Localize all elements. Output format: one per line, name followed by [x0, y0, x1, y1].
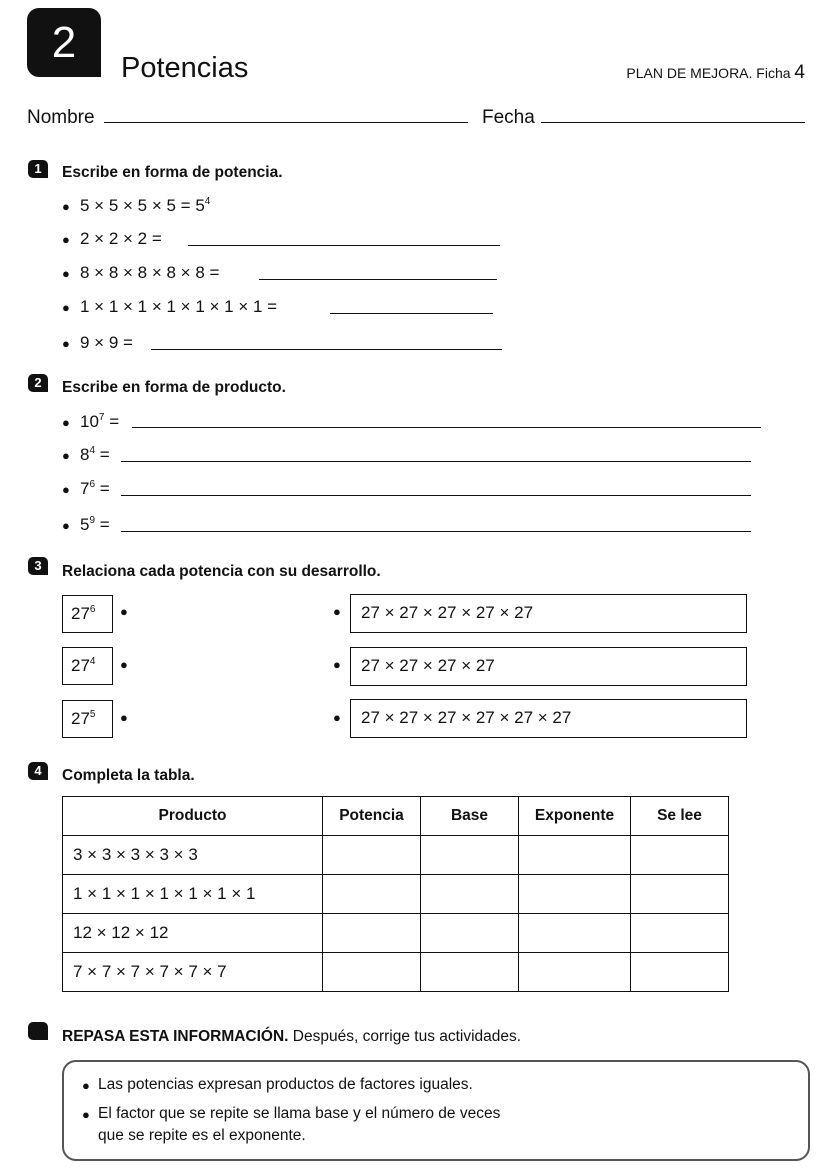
- ex1-answer-4[interactable]: [330, 313, 493, 314]
- match-dot[interactable]: ●: [120, 657, 128, 672]
- date-label: Fecha: [482, 107, 535, 128]
- answer-cell[interactable]: [323, 914, 421, 953]
- ex2-item-4: $5^9$ =: [80, 515, 110, 534]
- bullet-icon: ●: [62, 232, 70, 247]
- ex2-answer-1[interactable]: [132, 427, 761, 428]
- answer-cell[interactable]: [519, 875, 631, 914]
- answer-cell[interactable]: [519, 953, 631, 992]
- answer-cell[interactable]: [631, 836, 729, 875]
- bullet-icon: ●: [62, 266, 70, 281]
- answer-cell[interactable]: [421, 914, 519, 953]
- ex2-answer-2[interactable]: [121, 461, 751, 462]
- column-header: Exponente: [519, 797, 631, 836]
- match-dot[interactable]: ●: [120, 710, 128, 725]
- ex2-item-2: $8^4$ =: [80, 445, 110, 464]
- table-row: [63, 914, 729, 953]
- exercise-2-number: 2: [28, 374, 48, 392]
- table-header-row: [63, 797, 729, 836]
- ex1-item-1: $5 \times 5 \times 5 \times 5 = 5^4$: [80, 196, 211, 215]
- ex1-answer-5[interactable]: [151, 349, 502, 350]
- ex1-item-5: 9 × 9 =: [80, 333, 133, 352]
- answer-cell[interactable]: [519, 914, 631, 953]
- unit-number-badge: 2: [27, 8, 101, 77]
- column-header: Potencia: [323, 797, 421, 836]
- plan-number: 4: [794, 62, 805, 83]
- product-box: 27 × 27 × 27 × 27 × 27 × 27: [350, 699, 747, 738]
- answer-cell[interactable]: [323, 875, 421, 914]
- exercise-2-instruction: Escribe en forma de producto.: [62, 379, 286, 396]
- match-dot[interactable]: ●: [333, 604, 341, 619]
- page-title: Potencias: [121, 52, 249, 84]
- table-row: [63, 953, 729, 992]
- plan-label: [626, 62, 805, 84]
- name-field[interactable]: [104, 122, 468, 123]
- date-field[interactable]: [541, 122, 805, 123]
- answer-cell[interactable]: [421, 953, 519, 992]
- answer-cell[interactable]: [519, 836, 631, 875]
- product-cell: 3 × 3 × 3 × 3 × 3: [63, 836, 323, 875]
- product-cell: 7 × 7 × 7 × 7 × 7 × 7: [63, 953, 323, 992]
- bullet-icon: ●: [62, 336, 70, 351]
- product-cell: 1 × 1 × 1 × 1 × 1 × 1 × 1: [63, 875, 323, 914]
- bullet-icon: ●: [62, 518, 70, 533]
- product-box: 27 × 27 × 27 × 27 × 27: [350, 594, 747, 633]
- ex2-item-3: $7^6$ =: [80, 479, 110, 498]
- ex1-item-3: 8 × 8 × 8 × 8 × 8 =: [80, 263, 220, 282]
- match-dot[interactable]: ●: [120, 604, 128, 619]
- exercise-1-instruction: Escribe en forma de potencia.: [62, 164, 283, 181]
- bullet-icon: ●: [62, 448, 70, 463]
- ex1-item-2: 2 × 2 × 2 =: [80, 229, 162, 248]
- plan-text: PLAN DE MEJORA. Ficha: [626, 65, 791, 81]
- match-dot[interactable]: ●: [333, 657, 341, 672]
- match-dot[interactable]: ●: [333, 710, 341, 725]
- review-item-1: Las potencias expresan productos de factores iguales.: [98, 1076, 473, 1093]
- bullet-icon: ●: [82, 1107, 90, 1122]
- ex1-answer-2[interactable]: [188, 245, 500, 246]
- product-cell: 12 × 12 × 12: [63, 914, 323, 953]
- ex1-item-4: 1 × 1 × 1 × 1 × 1 × 1 × 1 =: [80, 297, 278, 316]
- product-box: 27 × 27 × 27 × 27: [350, 647, 747, 686]
- power-box: $27^6$: [62, 595, 113, 633]
- review-heading: [62, 1028, 521, 1046]
- answer-cell[interactable]: [323, 953, 421, 992]
- exercise-1-number: 1: [28, 160, 48, 178]
- review-marker: [28, 1022, 48, 1040]
- bullet-icon: ●: [62, 415, 70, 430]
- review-item-2-cont: que se repite es el exponente.: [98, 1127, 306, 1144]
- ex2-answer-4[interactable]: [121, 531, 751, 532]
- powers-table: [62, 796, 729, 992]
- review-heading-rest: Después, corrige tus actividades.: [288, 1028, 522, 1045]
- exercise-3-instruction: Relaciona cada potencia con su desarrollo.: [62, 563, 381, 580]
- answer-cell[interactable]: [323, 836, 421, 875]
- answer-cell[interactable]: [421, 875, 519, 914]
- exercise-4-number: 4: [28, 762, 48, 780]
- review-heading-bold: REPASA ESTA INFORMACIÓN.: [62, 1028, 289, 1045]
- bullet-icon: ●: [62, 300, 70, 315]
- answer-cell[interactable]: [631, 914, 729, 953]
- bullet-icon: ●: [82, 1078, 90, 1093]
- answer-cell[interactable]: [421, 836, 519, 875]
- bullet-icon: ●: [62, 199, 70, 214]
- power-box: $27^5$: [62, 700, 113, 738]
- exercise-3-number: 3: [28, 557, 48, 575]
- name-label: Nombre: [27, 107, 95, 128]
- ex2-item-1: $10^7$ =: [80, 412, 120, 431]
- ex1-answer-3[interactable]: [259, 279, 497, 280]
- answer-cell[interactable]: [631, 875, 729, 914]
- answer-cell[interactable]: [631, 953, 729, 992]
- power-box: $27^4$: [62, 647, 113, 685]
- table-row: [63, 836, 729, 875]
- column-header: Se lee: [631, 797, 729, 836]
- bullet-icon: ●: [62, 482, 70, 497]
- column-header: Producto: [63, 797, 323, 836]
- table-row: [63, 875, 729, 914]
- exercise-4-instruction: Completa la tabla.: [62, 767, 195, 784]
- review-item-2: El factor que se repite se llama base y el número de veces: [98, 1105, 501, 1122]
- ex2-answer-3[interactable]: [121, 495, 751, 496]
- column-header: Base: [421, 797, 519, 836]
